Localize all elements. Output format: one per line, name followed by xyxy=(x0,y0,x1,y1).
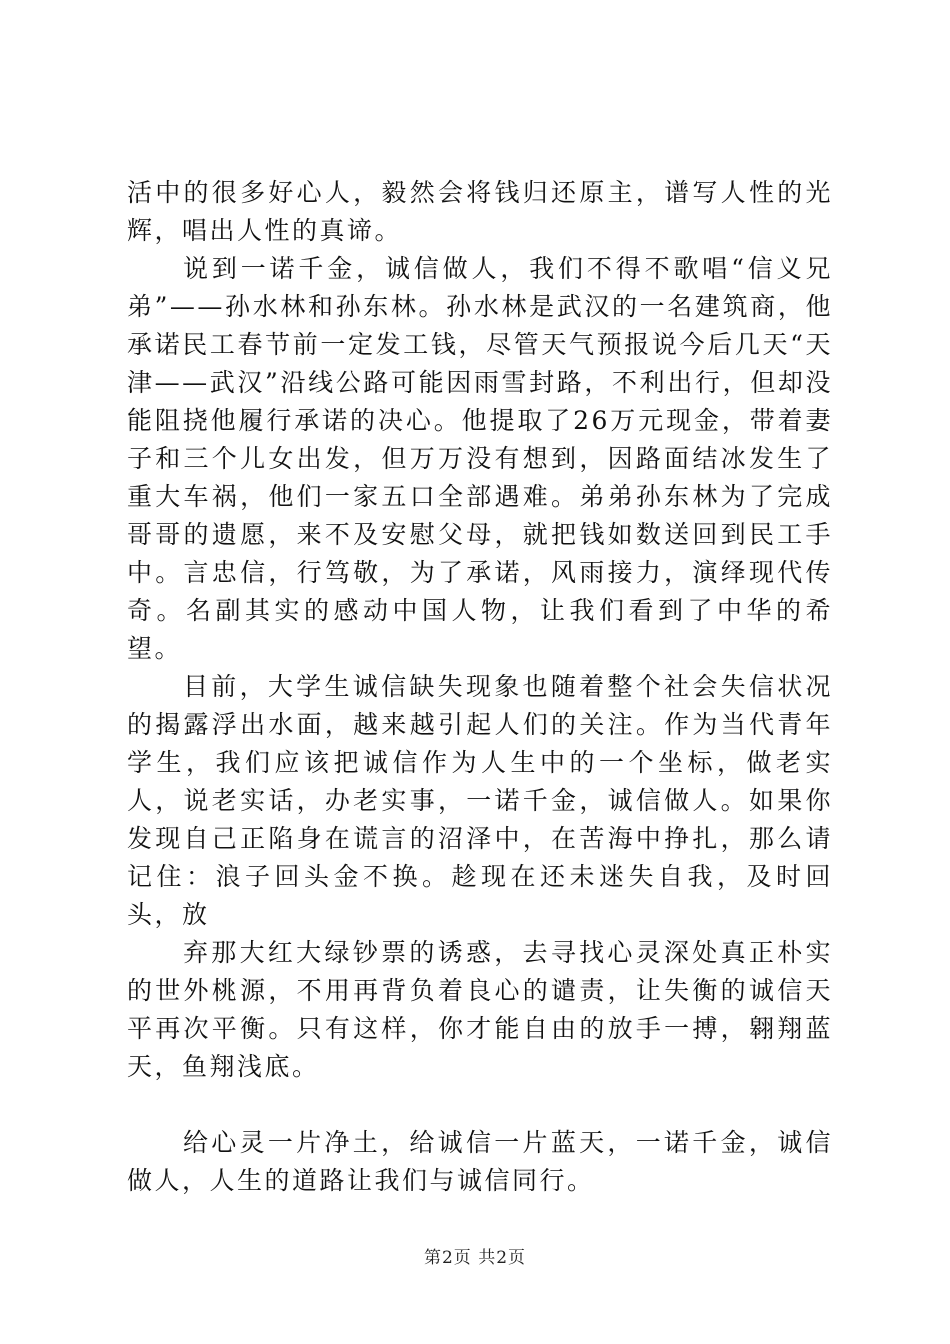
paragraph-student-integrity: 目前，大学生诚信缺失现象也随着整个社会失信状况的揭露浮出水面，越来越引起人们的关注。作为当代青年学生，我们应该把诚信作为人生中的一个坐标，做老实人，说老实话，办老实事，一诺千金，诚信做人。如果你发现自己正陷身在谎言的沼泽中，在苦海中挣扎，那么请记住：浪子回头金不换。趁现在还未迷失自我，及时回头，放 xyxy=(127,672,833,929)
document-body xyxy=(127,174,833,1200)
paragraph-conclusion: 给心灵一片净土，给诚信一片蓝天，一诺千金，诚信做人，人生的道路让我们与诚信同行。 xyxy=(127,1128,833,1195)
page-footer: 第2页 共2页 xyxy=(423,1248,527,1268)
paragraph-temptation: 弃那大红大绿钞票的诱惑，去寻找心灵深处真正朴实的世外桃源，不用再背负着良心的谴责，让失衡的诚信天平再次平衡。只有这样，你才能自由的放手一搏，翱翔蓝天，鱼翔浅底。 xyxy=(127,938,833,1081)
paragraph-continuation: 活中的很多好心人，毅然会将钱归还原主，谱写人性的光辉，唱出人性的真谛。 xyxy=(127,178,833,245)
paragraph-trust-brothers: 说到一诺千金，诚信做人，我们不得不歌唱“信义兄弟”——孙水林和孙东林。孙水林是武汉的一名建筑商，他承诺民工春节前一定发工钱，尽管天气预报说今后几天“天津——武汉”沿线公路可能因雨雪封路，不利出行，但却没能阻挠他履行承诺的决心。他提取了26万元现金，带着妻子和三个儿女出发，但万万没有想到，因路面结冰发生了重大车祸，他们一家五口全部遇难。弟弟孙东林为了完成哥哥的遗愿，来不及安慰父母，就把钱如数送回到民工手中。言忠信，行笃敬，为了承诺，风雨接力，演绎现代传奇。名副其实的感动中国人物，让我们看到了中华的希望。 xyxy=(127,254,833,663)
